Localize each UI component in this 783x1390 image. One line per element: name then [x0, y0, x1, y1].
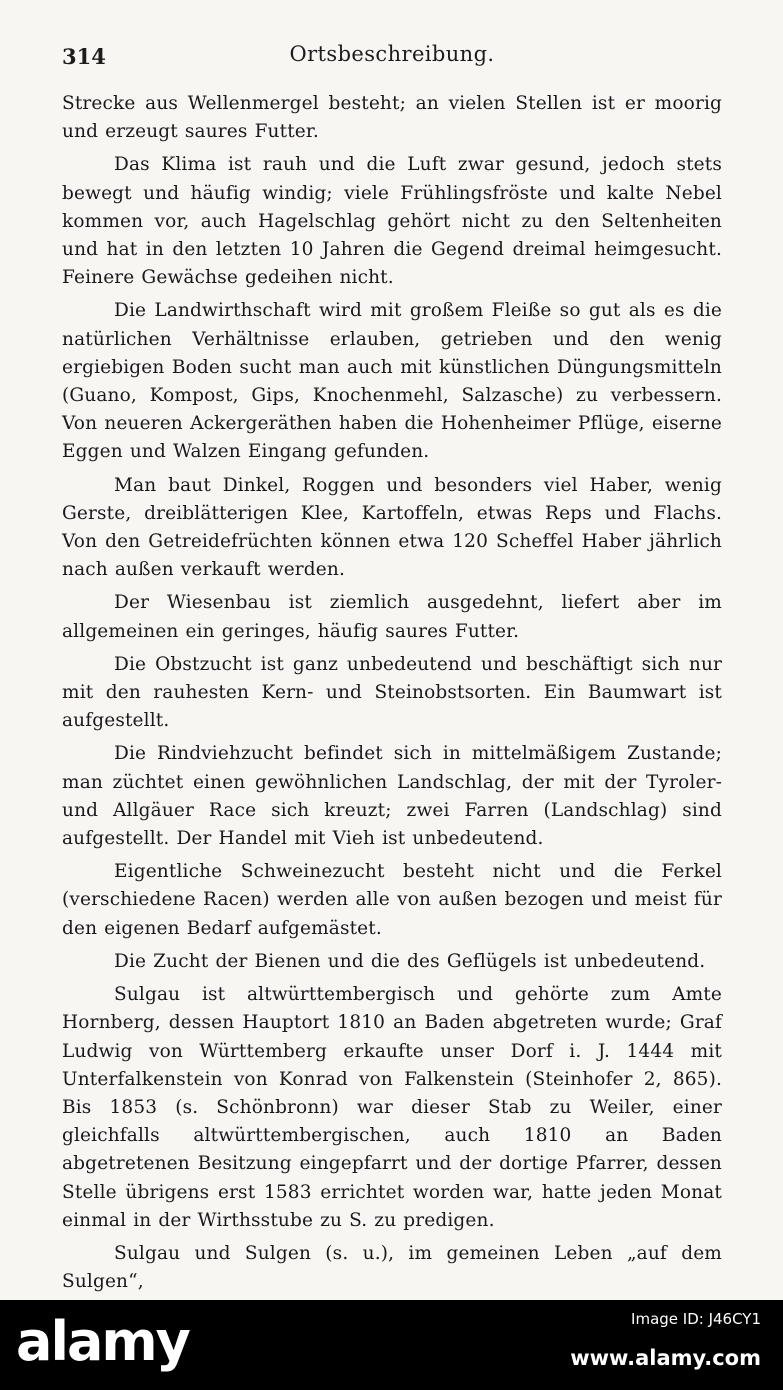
paragraph: Eigentliche Schweinezucht besteht nicht und die Ferkel (verschiedene Racen) werden alle von außen bezogen und meist für den eigenen Bedarf aufgemästet.	[62, 861, 722, 939]
page-number: 314	[62, 44, 106, 69]
alamy-logo-icon	[14, 1308, 214, 1384]
paragraph: Das Klima ist rauh und die Luft zwar gesund, jedoch stets bewegt und häufig windig; viele Frühlingsfröste und kalte Nebel kommen vor, auch Hagelschlag gehört nicht zu den Seltenheiten und hat in den letzten 10 Jahren die Gegend dreimal heimgesucht. Feinere Gewächse gedeihen nicht.	[62, 154, 722, 289]
paragraph: Die Obstzucht ist ganz unbedeutend und beschäftigt sich nur mit den rauhesten Kern- und Steinobstsorten. Ein Baumwart ist aufgestellt.	[62, 653, 722, 732]
watermark-band	[0, 1300, 783, 1390]
paragraph: Der Wiesenbau ist ziemlich ausgedehnt, liefert aber im allgemeinen ein geringes, häufig saures Futter.	[62, 592, 722, 642]
alamy-wordmark: alamy	[16, 1310, 189, 1373]
paragraph: Die Landwirthschaft wird mit großem Fleiße so gut als es die natürlichen Verhältnisse erlauben, getrieben und den wenig ergiebigen Boden sucht man auch mit künstlichen Düngungsmitteln (Guano, Kompost, Gips, Knochenmehl, Salzasche) zu verbessern. Von neueren Ackergeräthen haben die Hohenheimer Pflüge, eiserne Eggen und Walzen Eingang gefunden.	[62, 300, 722, 463]
paragraph: Man baut Dinkel, Roggen und besonders viel Haber, wenig Gerste, dreiblätterigen Klee, Kartoffeln, etwas Reps und Flachs. Von den Getreidefrüchten können etwa 120 Scheffel Haber jährlich nach außen verkauft werden.	[62, 474, 722, 581]
paragraph: Die Rindviehzucht befindet sich in mittelmäßigem Zustande; man züchtet einen gewöhnlichen Landschlag, der mit der Tyroler- und Allgäuer Race sich kreuzt; zwei Farren (Landschlag) sind aufgestellt. Der Handel mit Vieh ist unbedeutend.	[62, 743, 722, 850]
alamy-logo	[14, 1308, 214, 1384]
paragraph: Strecke aus Wellenmergel besteht; an vielen Stellen ist er moorig und erzeugt saures Futter.	[62, 93, 722, 143]
page-header	[62, 40, 722, 74]
paragraph: Sulgau und Sulgen (s. u.), im gemeinen Leben „auf dem Sulgen“,	[62, 1242, 722, 1293]
running-head: Ortsbeschreibung.	[289, 42, 495, 66]
body-text	[62, 90, 722, 1300]
image-id-label: Image ID: J46CY1	[631, 1310, 761, 1328]
site-url: www.alamy.com	[570, 1346, 761, 1370]
paragraph: Die Zucht der Bienen und die des Geflügels ist unbedeutend.	[114, 950, 706, 972]
paragraph: Sulgau ist altwürttembergisch und gehörte zum Amte Hornberg, dessen Hauptort 1810 an Baden abgetreten wurde; Graf Ludwig von Württemberg erkaufte unser Dorf i. J. 1444 mit Unterfalkenstein von Konrad von Falkenstein (Steinhofer 2, 865). Bis 1853 (s. Schönbronn) war dieser Stab zu Weiler, einer gleichfalls altwürttembergischen, auch 1810 an Baden abgetretenen Besitzung eingepfarrt und der dortige Pfarrer, dessen Stelle übrigens erst 1583 errichtet worden war, hatte jeden Monat einmal in der Wirthsstube zu S. zu predigen.	[62, 984, 722, 1231]
